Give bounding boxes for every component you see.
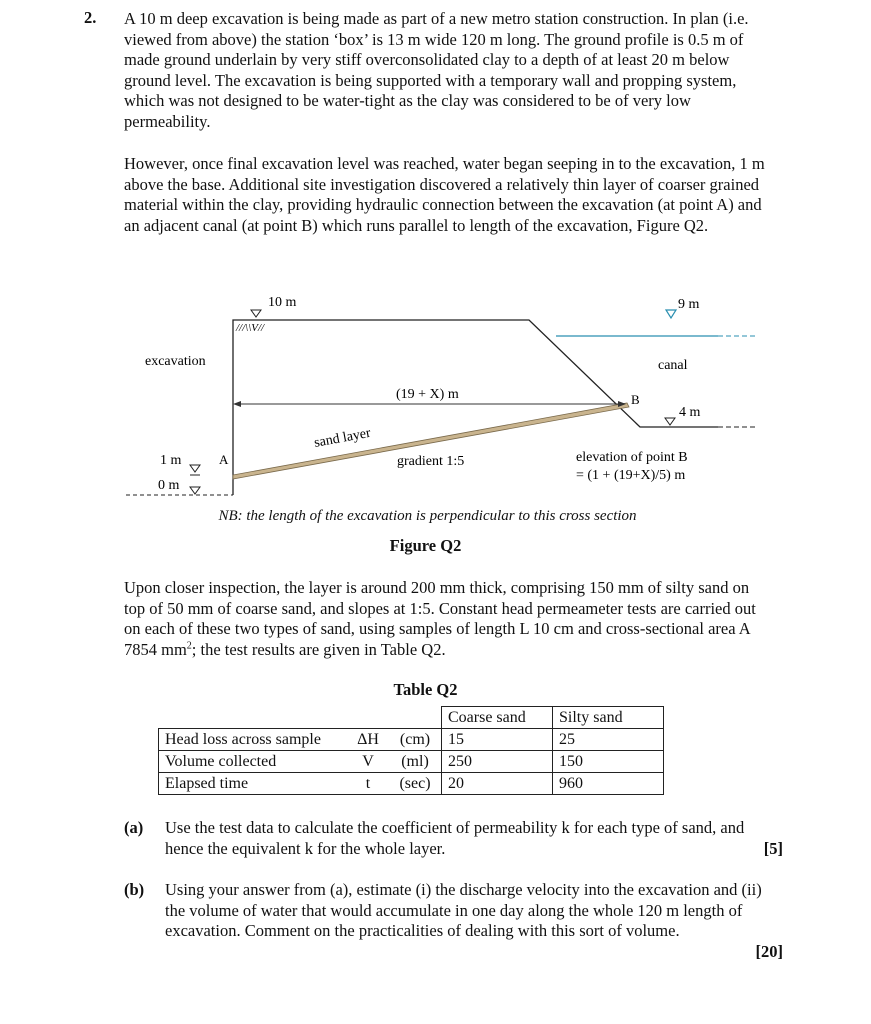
coarse-value: 20 xyxy=(442,773,553,795)
label-excavation: excavation xyxy=(145,354,206,369)
table-row xyxy=(159,751,664,773)
question-number: 2. xyxy=(84,8,97,27)
row-unit: (ml) xyxy=(389,751,442,773)
label-elevation-b-1: elevation of point B xyxy=(576,450,688,465)
row-symbol: t xyxy=(347,773,389,795)
silty-value: 960 xyxy=(553,773,664,795)
label-gradient: gradient 1:5 xyxy=(397,454,465,469)
one-metre-marker xyxy=(190,465,200,475)
label-1m: 1 m xyxy=(160,453,182,468)
figure-q2-cross-section xyxy=(0,285,871,510)
permeameter-paragraph: Upon closer inspection, the layer is around 200 mm thick, comprising 150 mm of silty sand on top of 50 mm of coarse sand, and slopes at 1:5. Constant head permeameter tests are carried out on each of these two types of sand, using samples of length L 10 cm and cross-sectional area A 7854 $mm^2$; the test results are given in Table Q2. xyxy=(124,578,756,659)
table-row xyxy=(159,729,664,751)
area-superscript: 2 xyxy=(186,640,192,652)
header-silty-sand: Silty sand xyxy=(553,707,664,729)
label-sand-layer: sand layer xyxy=(312,425,372,451)
label-0m: 0 m xyxy=(158,478,180,493)
label-point-b: B xyxy=(631,392,640,407)
label-10m: 10 m xyxy=(268,295,297,310)
row-label: Volume collected xyxy=(159,751,348,773)
label-4m: 4 m xyxy=(679,405,701,420)
ground-level-marker xyxy=(251,310,261,320)
row-label: Elapsed time xyxy=(159,773,348,795)
intro-paragraph: A 10 m deep excavation is being made as part of a new metro station construction. In plan (i.e. viewed from above) the station ‘box’ is 13 m wide 120 m long. The ground profile is 0.5 m of made ground underlain by very stiff overconsolidated clay to a depth of at least 20 m below ground level. The excavation is being supported with a temporary wall and propping system, which was not designed to be water-tight as the clay was considered to be of very low permeability. xyxy=(124,9,749,131)
row-symbol: ΔH xyxy=(347,729,389,751)
table-q2 xyxy=(158,706,664,795)
silty-value: 150 xyxy=(553,751,664,773)
figure-caption: Figure Q2 xyxy=(389,536,462,555)
arrowhead-left xyxy=(233,401,241,407)
part-b-text: Using your answer from (a), estimate (i) the discharge velocity into the excavation and (ii) the volume of water that would accumulate in one day along the whole 120 m length of excavation. Comment on the practicalities of dealing with this sort of volume. xyxy=(165,880,762,941)
row-unit: (sec) xyxy=(389,773,442,795)
canal-level-marker xyxy=(666,310,676,318)
label-canal: canal xyxy=(658,358,688,373)
part-a-marks: [5] xyxy=(763,839,783,858)
zero-metre-marker xyxy=(190,487,200,494)
table-caption: Table Q2 xyxy=(393,680,458,699)
label-9m: 9 m xyxy=(678,297,700,312)
coarse-value: 15 xyxy=(442,729,553,751)
label-distance: (19 + X) m xyxy=(396,387,459,402)
row-unit: (cm) xyxy=(389,729,442,751)
header-coarse-sand: Coarse sand xyxy=(442,707,553,729)
seepage-paragraph: However, once final excavation level was reached, water began seeping in to the excavation, 1 m above the base. Additional site investigation discovered a relatively thin layer of coarser grained material within the clay, providing hydraulic connection between the excavation (at point A) and an adjacent canal (at point B) which runs parallel to length of the excavation, Figure Q2. xyxy=(124,154,765,235)
table-header-row xyxy=(159,707,664,729)
figure-note: NB: the length of the excavation is perpendicular to this cross section xyxy=(218,508,637,524)
row-label: Head loss across sample xyxy=(159,729,348,751)
part-b-marks: [20] xyxy=(755,942,783,961)
coarse-value: 250 xyxy=(442,751,553,773)
canal-bed-marker xyxy=(665,418,675,425)
part-a-text: Use the test data to calculate the coefficient of permeability k for each type of sand, and hence the equivalent k for the whole layer. xyxy=(165,818,745,858)
label-point-a: A xyxy=(219,452,229,467)
table-row xyxy=(159,773,664,795)
ground-hatch: ///\\V// xyxy=(236,322,265,334)
part-b-label: (b) xyxy=(124,880,145,899)
row-symbol: V xyxy=(347,751,389,773)
part-a-label: (a) xyxy=(124,818,144,837)
silty-value: 25 xyxy=(553,729,664,751)
label-elevation-b-2: = (1 + (19+X)/5) m xyxy=(576,468,686,483)
